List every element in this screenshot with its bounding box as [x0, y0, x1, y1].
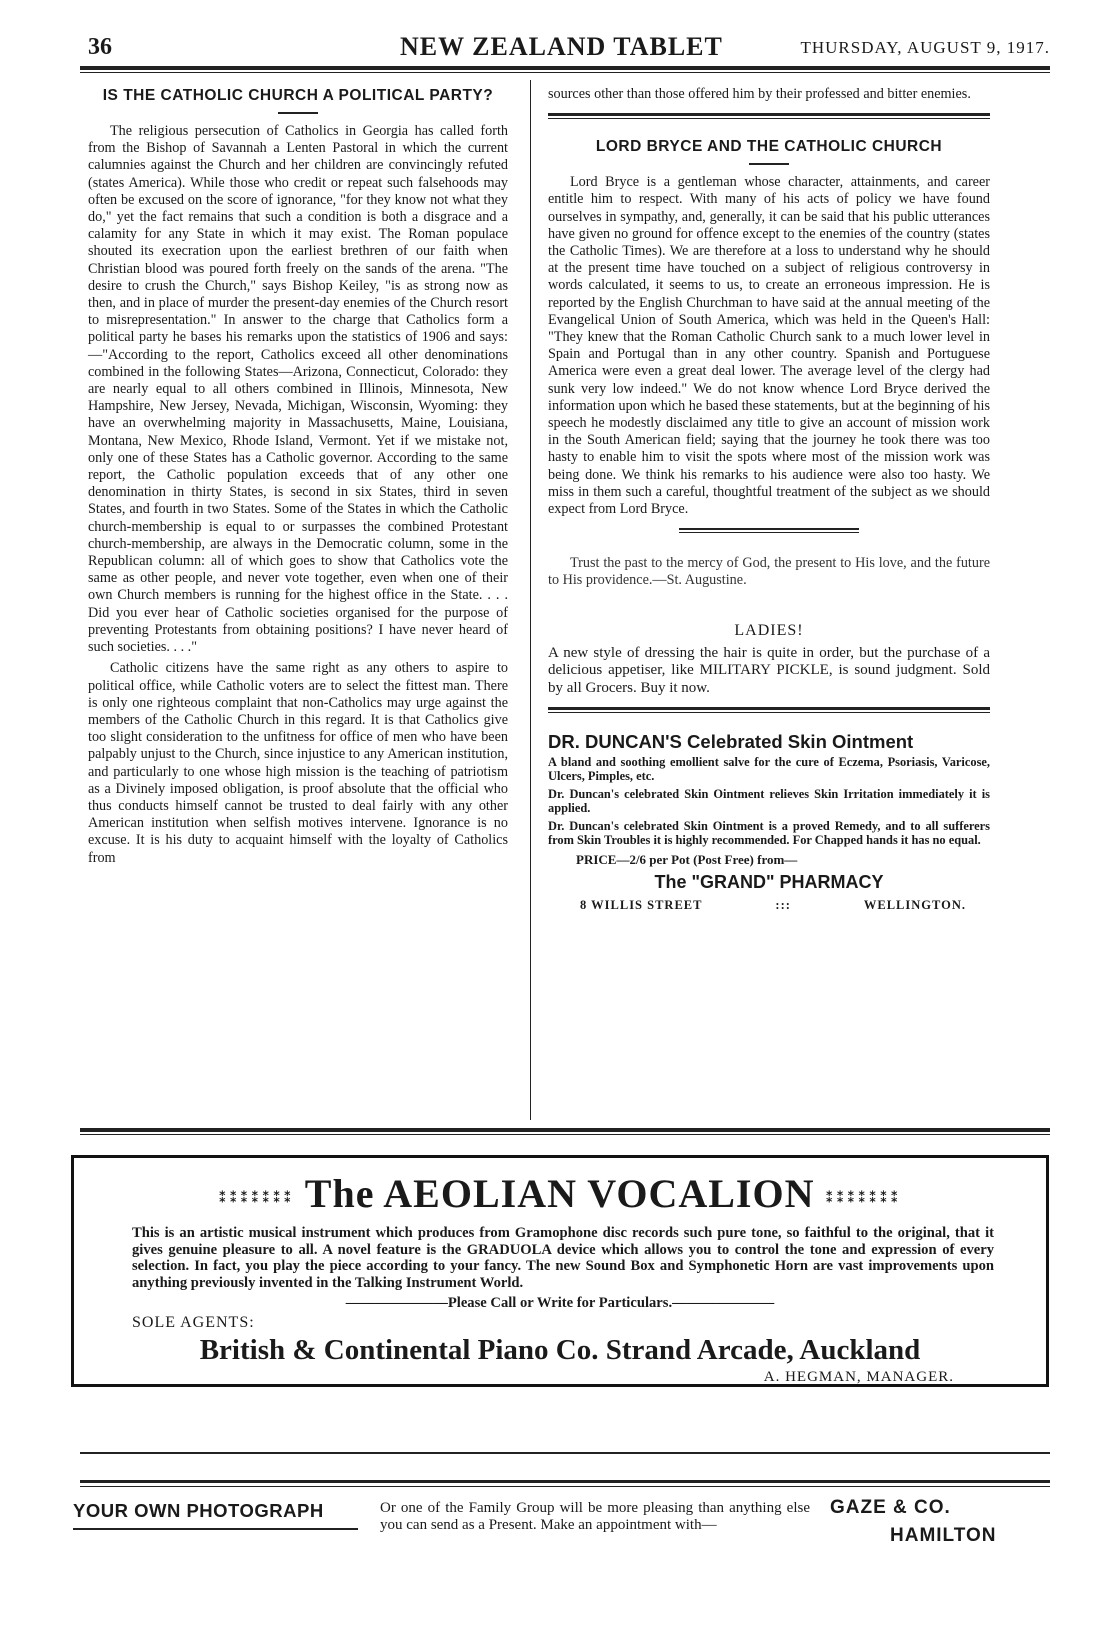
section-rule-thin: [548, 712, 990, 713]
bryce-paragraph: Lord Bryce is a gentleman whose character, attainments, and career entitle him to respect. With many of his acts of policy we have found ourselves in sympathy, and, generally, it can be said that his public utterances have given no ground for offence except to the enemies of the country (states the Catholic Times). We are therefore at a loss to understand why he should at the present time have touched on a subject of religious controversy in words calculated, it seems to us, to create an erroneous impression. He is reported by the English Churchman to have said at the annual meeting of the Evangelical Union of South America, which was held in the Queen's Hall: "They knew that the Roman Catholic Church sank to a much lower level in Spain and Portugal than in any other country. Spanish and Portuguese America were even a great deal lower. The average level of the clergy had sunk very low indeed." We do not know whence Lord Bryce derived the information upon which he based these statements, but at the beginning of his speech he modestly disclaimed any title to give an account of mission work in the South American field; saying that the journey he took there was too hasty to enable him to visit the spots where most of the mission work was being done. We think his remarks to his audience were also too hasty. We miss in them such a careful, thoughtful treatment of the subject as we should expect from Lord Bryce.: [548, 174, 990, 518]
ladies-text: A new style of dressing the hair is quite in order, but the purchase of a delicious appetiser, like MILITARY PICKLE, is sound judgment. Sold by all Grocers. Buy it now.: [548, 644, 990, 696]
dateline: THURSDAY, AUGUST 9, 1917.: [800, 38, 1050, 57]
article-title-political-party: IS THE CATHOLIC CHURCH A POLITICAL PARTY?: [102, 87, 494, 104]
footer-underline: [73, 1528, 358, 1530]
right-column: [548, 86, 990, 914]
section-rule: [548, 113, 990, 116]
section-rule: [80, 1128, 1050, 1132]
header-rule: [80, 66, 1050, 70]
masthead: NEW ZEALAND TABLET: [400, 32, 723, 61]
pharmacy-city: WELLINGTON.: [863, 897, 966, 912]
agent-firm: British & Continental Piano Co. Strand Arcade, Auckland: [199, 1334, 921, 1366]
manager-name: A. HEGMAN, MANAGER.: [763, 1369, 954, 1385]
ornament-left: ⁑⁑⁑⁑⁑⁑⁑: [218, 1190, 295, 1207]
section-rule-thin: [80, 1134, 1050, 1135]
duncan-title: DR. DUNCAN'S Celebrated Skin Ointment: [548, 731, 914, 753]
title-rule: [278, 112, 318, 114]
continuation-text: sources other than those offered him by their professed and bitter enemies.: [548, 86, 971, 102]
section-rule-thin: [679, 532, 859, 533]
pharmacy-name: The "GRAND" PHARMACY: [654, 871, 884, 892]
pharmacy-address: [548, 897, 990, 914]
article-paragraph: Catholic citizens have the same right as any others to aspire to political office, while Catholic voters are to select the fittest man. There is only one righteous complaint that non-Catholics may urge against the members of the Catholic Church in this regard. It is that Catholics give too slight consideration to the unfitness for office of men who have been palpably unjust to the Church, since injustice to any American institution, and particularly to one whose high mission is the teaching of patriotism as a Divinely imposed obligation, is proof absolute that the official who thus conducts himself cannot be trusted to deal fairly with any other American institution when selfish motives intervene. Ignorance is no excuse. It is his duty to acquaint himself with the loyalty of Catholics from: [88, 660, 508, 866]
vocalion-call: ———————Please Call or Write for Particulars.———————: [345, 1295, 775, 1311]
title-rule: [749, 163, 789, 165]
page-number: 36: [88, 34, 112, 60]
article-title-lord-bryce: LORD BRYCE AND THE CATHOLIC CHURCH: [595, 138, 943, 156]
duncan-text: Dr. Duncan's celebrated Skin Ointment relieves Skin Irritation immediately it is applied.: [548, 786, 990, 815]
section-rule: [548, 707, 990, 710]
sole-agents-label: SOLE AGENTS:: [132, 1314, 255, 1331]
article-paragraph: The religious persecution of Catholics in Georgia has called forth from the Bishop of Savannah a Lenten Pastoral in which the current calumnies against the Church and her children are convincingly refuted (states America). While those who credit or repeat such falsehoods may often be excused on the score of ignorance, "for they know not what they do," yet the fact remains that such a condition is both a disgrace and a calamity for any State in which it may exist. The Roman populace shouted its execration upon the earliest brethren of our faith when Christian blood was poured forth freely on the sands of the arena. "The desire to crush the Church," says Bishop Keiley, "is as strong now as then, and in place of murder the present-day enemies of the Church resort to misrepresentation." In answer to the charge that Catholics form a political party he bases his remarks upon the statistics of 1906 and says:—"According to the report, Catholics exceed all other denominations combined in the following States—Arizona, Connecticut, Colorado: they are nearly equal to all others combined in Illinois, Minnesota, New Hampshire, New Jersey, Nevada, Michigan, Wisconsin, Wyoming: they have an overwhelming majority in Massachusetts, Maine, Louisiana, Montana, New Mexico, Rhode Island, Vermont. Yet if we mistake not, only one of these States has a Catholic governor. According to the same report, the Catholic population exceeds that of any other one denomination in thirty States, is second in six States, third in seven States, and fourth in two States. Some of the States in which the Catholic church-membership is equal to or surpasses the combined Protestant church-membership, are always in the Democratic column, some in the Republican column: all of which goes to show that Catholics vote the same as other people, and never vote together, even when one of their own Church members is running for the highest office in the State. . . . Did you ever hear of Catholic societies organised for the purpose of preventing Protestants from obtaining positions? I have never heard of such societies. . . .": [88, 123, 508, 656]
ladies-title: LADIES!: [734, 621, 804, 639]
page-header: [80, 32, 1050, 70]
footer-ad-text: Or one of the Family Group will be more pleasing than anything else you can send as a Present. Make an appointment with—: [380, 1500, 810, 1533]
footer-rule-thin: [80, 1486, 1050, 1487]
section-rule-thin: [548, 118, 990, 119]
column-divider: [530, 80, 531, 1120]
footer-rule: [80, 1480, 1050, 1483]
header-rule-thin: [80, 72, 1050, 73]
vocalion-title: The AEOLIAN VOCALION: [304, 1171, 815, 1216]
duncan-text: A bland and soothing emollient salve for the cure of Eczema, Psoriasis, Varicose, Ulcers, Pimples, etc.: [548, 754, 990, 783]
vocalion-advertisement: [71, 1155, 1049, 1387]
address-separator: :::: [775, 897, 791, 912]
footer-business: [830, 1497, 1020, 1547]
duncan-text: Dr. Duncan's celebrated Skin Ointment is a proved Remedy, and to all sufferers from Skin Troubles it is highly recommended. For Chapped hands it has no equal.: [548, 818, 990, 847]
augustine-quote: Trust the past to the mercy of God, the present to His love, and the future to His providence.—St. Augustine.: [548, 555, 990, 589]
duncan-price: PRICE—2/6 per Pot (Post Free) from—: [576, 851, 798, 867]
footer-rule: [80, 1452, 1050, 1454]
business-city: HAMILTON: [890, 1525, 997, 1546]
vocalion-body: This is an artistic musical instrument which produces from Gramophone disc records such pure tone, so faithful to the original, that it gives genuine pleasure to all. A novel feature is the GRADUOLA device which allows you to control the tone and expression of every selection. In fact, you play the piece according to your fancy. The new Sound Box and Symphonetic Horn are vast improvements upon anything previously invented in the Talking Instrument World.: [132, 1225, 994, 1291]
pharmacy-street: 8 WILLIS STREET: [580, 897, 703, 912]
ornament-right: ⁑⁑⁑⁑⁑⁑⁑: [825, 1190, 902, 1207]
left-column: [88, 86, 508, 871]
business-name: GAZE & CO.: [830, 1497, 951, 1518]
vocalion-title-line: [74, 1170, 1046, 1217]
footer-photograph-heading: YOUR OWN PHOTOGRAPH: [73, 1500, 324, 1521]
section-rule: [679, 528, 859, 530]
